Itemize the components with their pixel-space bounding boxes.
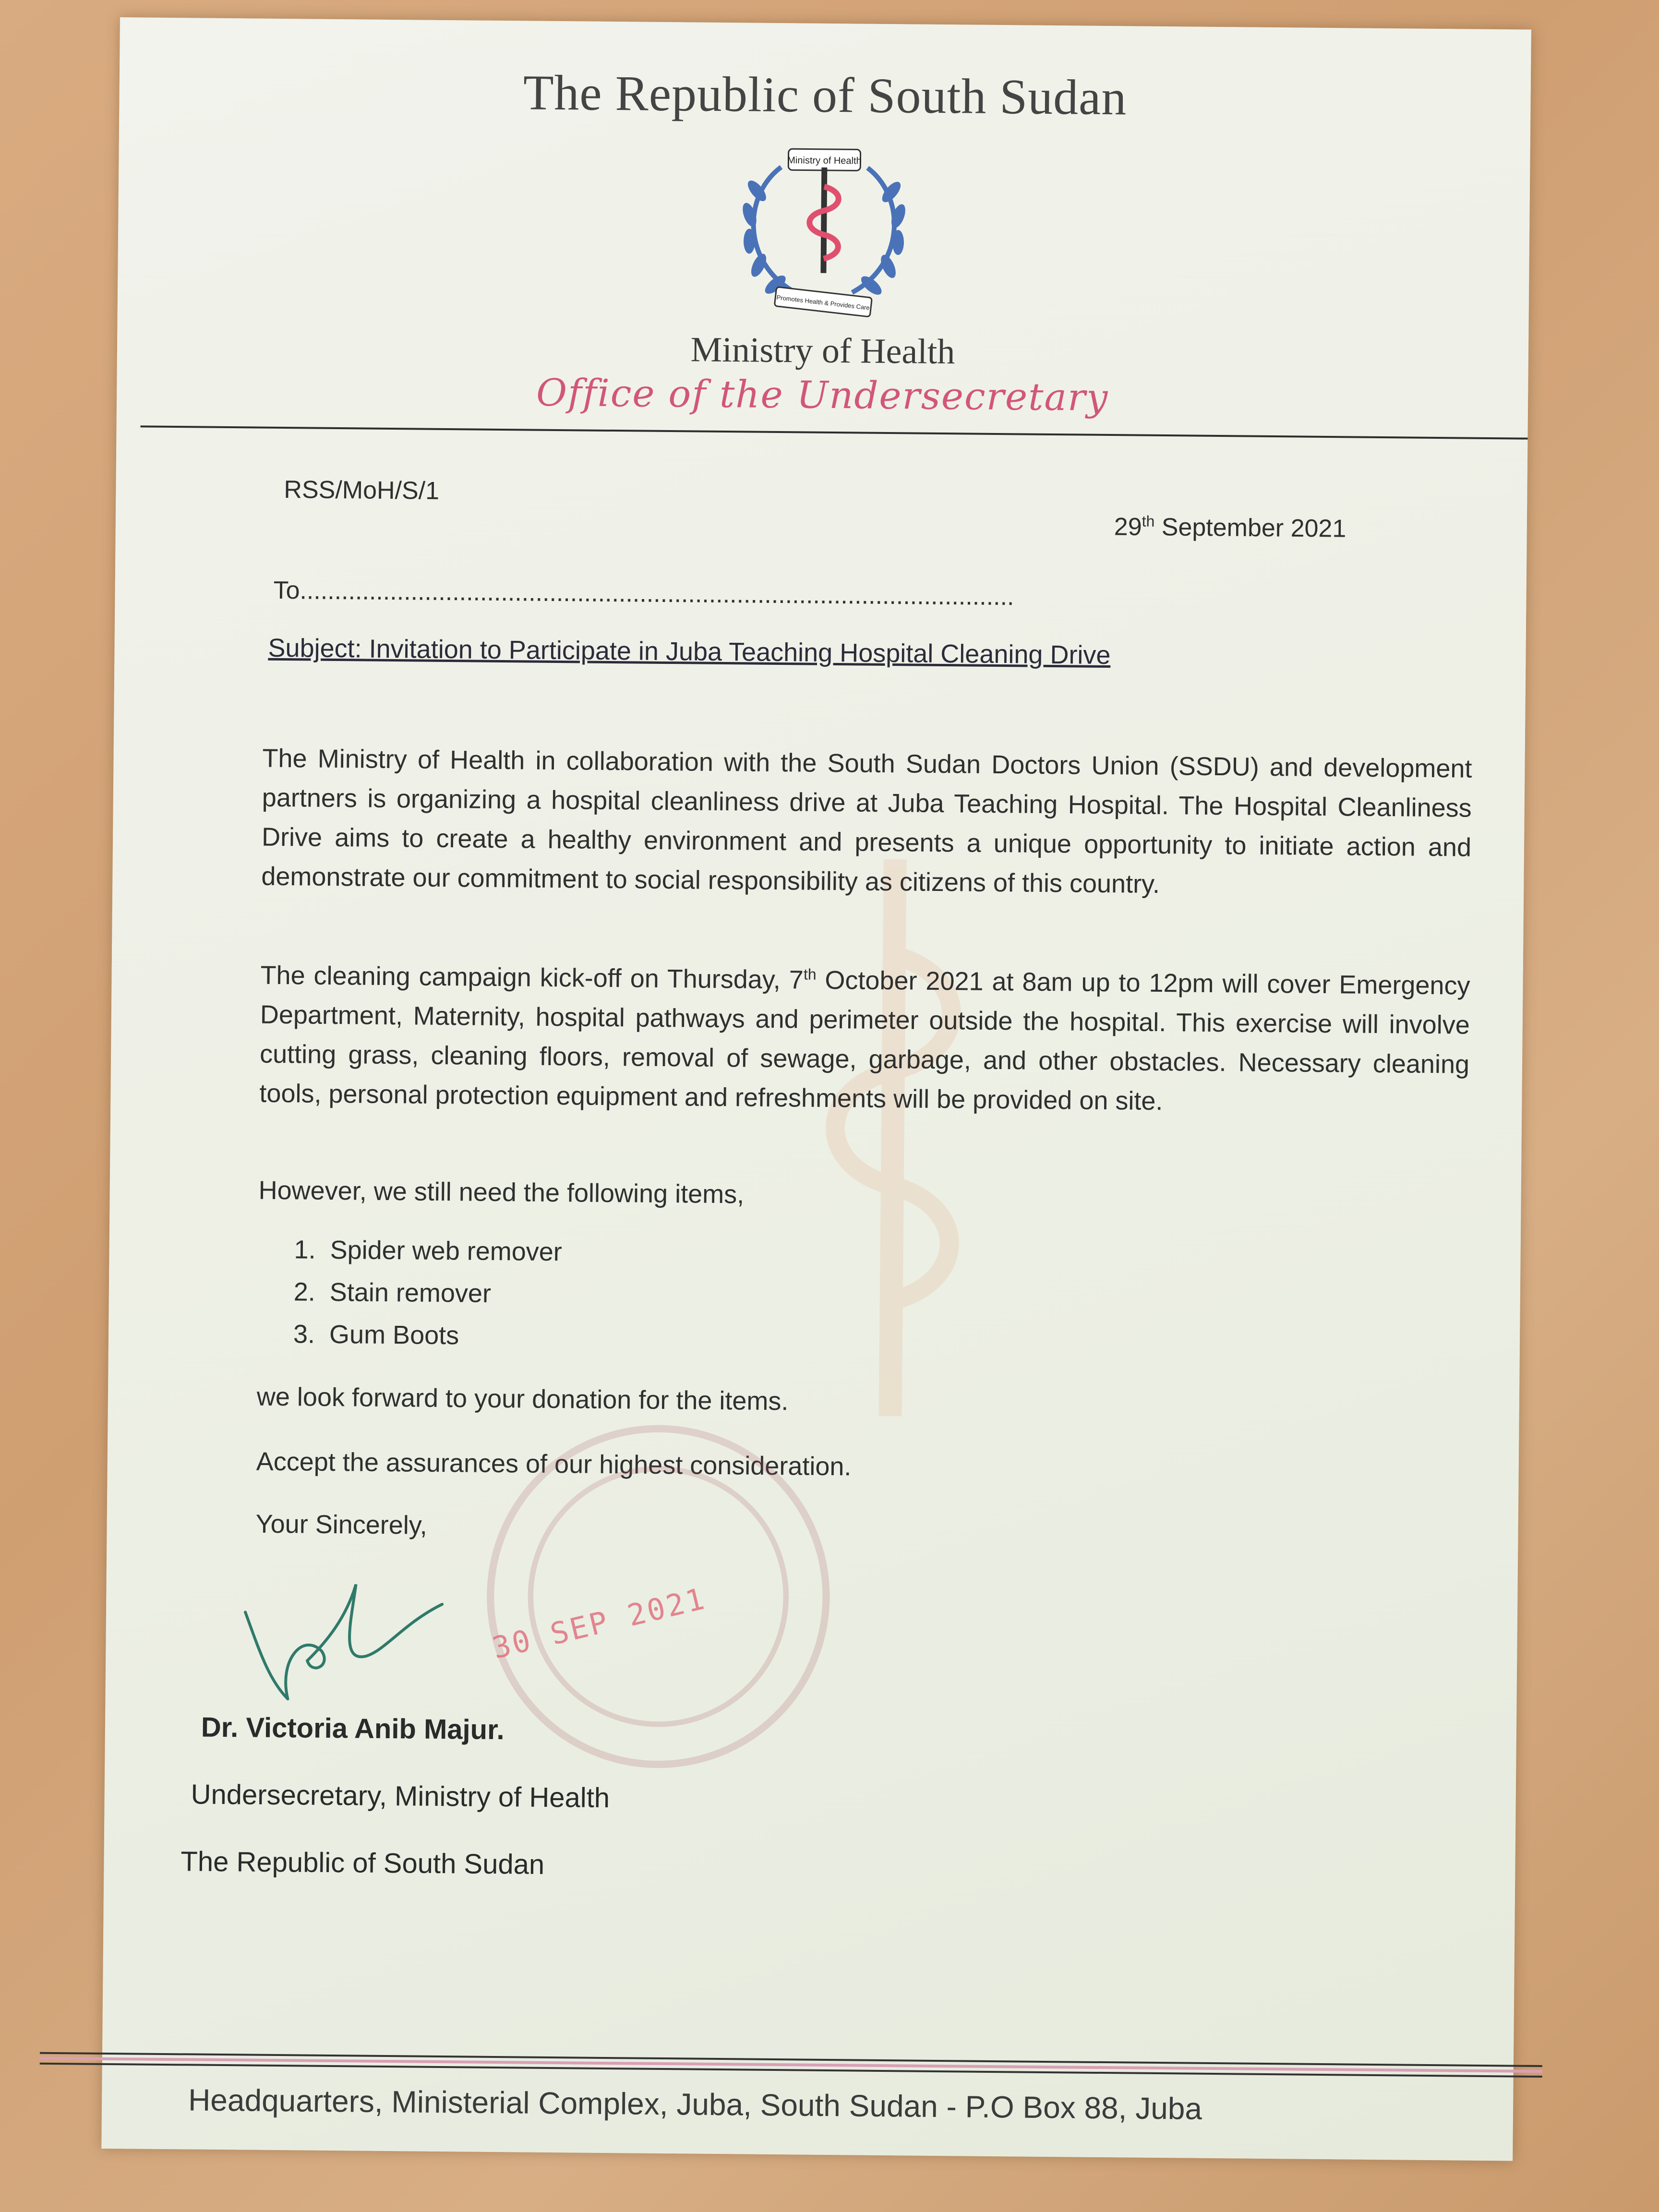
list-item-number: 1.	[294, 1235, 316, 1264]
list-item	[267, 1228, 562, 1273]
list-item	[267, 1271, 562, 1315]
country-heading: The Republic of South Sudan	[523, 65, 1127, 126]
paragraph-schedule-part2: October 2021 at 8am up to 12pm will cover Emergency Department, Maternity, hospital pathways and perimeter outside the hospital. This exercise will involve cutting grass, cleaning floors, removal of sewage, garbage, and other obstacles. Necessary cleaning tools, personal protection equipment and refreshments will be provided on site.	[259, 965, 1470, 1116]
list-item-text: Gum Boots	[329, 1320, 459, 1350]
closing-salutation: Your Sincerely,	[255, 1509, 428, 1540]
paragraph-donation: we look forward to your donation for the items.	[256, 1382, 789, 1416]
letter-page	[101, 17, 1531, 2161]
paragraph-assurance: Accept the assurances of our highest consideration.	[256, 1447, 852, 1481]
date-month-year: September 2021	[1154, 513, 1346, 543]
needed-items-list	[267, 1228, 562, 1358]
recipient-line: To.......................................................................................................	[273, 576, 1014, 611]
signatory-name: Dr. Victoria Anib Majur.	[201, 1711, 505, 1746]
paragraph-schedule-part1: The cleaning campaign kick-off on Thursday, 7	[260, 961, 804, 995]
letter-date	[1114, 501, 1346, 549]
list-item-number: 2.	[293, 1277, 316, 1307]
signatory-title: Undersecretary, Ministry of Health	[191, 1779, 610, 1814]
list-item-number: 3.	[293, 1320, 315, 1349]
date-day: 29	[1114, 513, 1142, 541]
paragraph-intro: The Ministry of Health in collaboration with the South Sudan Doctors Union (SSDU) and development partners is organizing a hospital cleanliness drive at Juba Teaching Hospital. The Hospital Cleanliness Drive aims to create a healthy environment and presents a unique opportunity to initiate action and demonstrate our commitment to social responsibility as citizens of this country.	[261, 744, 1472, 899]
ministry-emblem-icon	[722, 138, 925, 332]
paragraph-schedule	[259, 950, 1470, 1124]
list-item	[267, 1313, 562, 1358]
list-item-text: Spider web remover	[330, 1235, 563, 1267]
svg-text:Promotes Health & Provides Car: Promotes Health & Provides Care	[776, 293, 870, 312]
handwritten-signature	[230, 1554, 457, 1715]
reference-number: RSS/MoH/S/1	[284, 476, 440, 505]
header-divider	[141, 425, 1528, 439]
footer-divider	[40, 2052, 1542, 2080]
date-suffix: th	[1142, 512, 1155, 530]
subject-line: Subject: Invitation to Participate in Juba Teaching Hospital Cleaning Drive	[268, 633, 1111, 670]
stamp-date: 30 SEP 2021	[489, 1580, 709, 1666]
watermark-staff-icon	[790, 839, 996, 1417]
ordinal-suffix: th	[803, 965, 817, 983]
svg-text:Ministry of Health: Ministry of Health	[787, 155, 862, 167]
signatory-country: The Republic of South Sudan	[180, 1846, 545, 1880]
paragraph-needs: However, we still need the following items,	[258, 1176, 745, 1209]
footer-address: Headquarters, Ministerial Complex, Juba, South Sudan - P.O Box 88, Juba	[188, 2082, 1202, 2126]
office-name: Office of the Undersecretary	[536, 371, 1109, 420]
ministry-name: Ministry of Health	[690, 330, 955, 372]
list-item-text: Stain remover	[329, 1277, 492, 1308]
